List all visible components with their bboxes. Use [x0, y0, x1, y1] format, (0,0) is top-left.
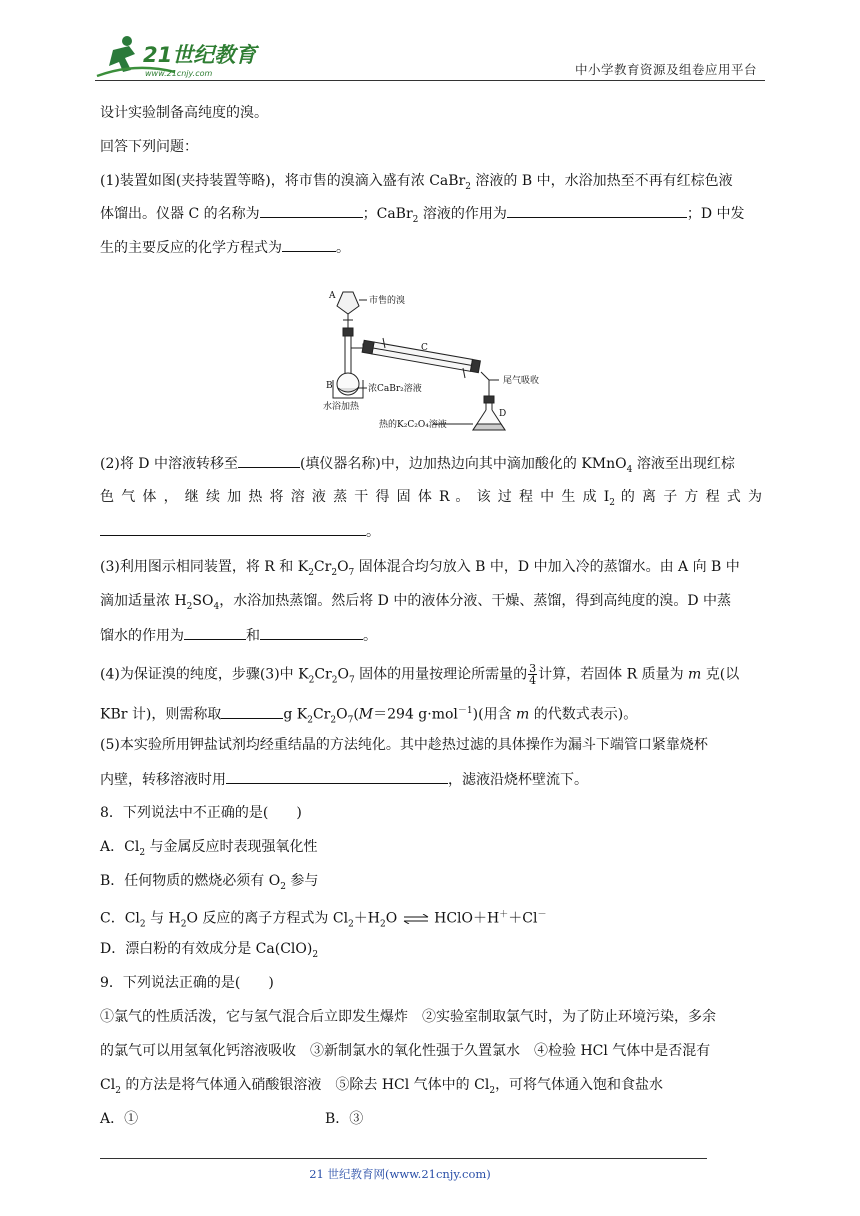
question-2-line: 色 气 体 ， 继 续 加 热 将 溶 液 蒸 干 得 固 体 R 。 该 过 程 中 生 成 $I_2$ 的 离 子 方 程 式 为: [100, 489, 763, 508]
question-1-line: 体馏出。仪器 C 的名称为 ；CaBr$_2$ 溶液的作用为 ；D 中发: [100, 203, 745, 230]
label-d: D: [499, 409, 507, 419]
question-9-stem: 9．下列说法正确的是( ): [100, 975, 274, 991]
label-b: B: [326, 381, 333, 391]
question-1-line: (1)装置如图(夹持装置等略)，将市售的溴滴入盛有浓 CaBr$_2$ 溶液的 B 中，水浴加热至不再有红棕色液: [100, 173, 733, 192]
text-line: 设计实验制备高纯度的溴。: [100, 105, 268, 121]
answer-blank[interactable]: [221, 704, 283, 719]
header-divider: [95, 80, 765, 81]
option-c[interactable]: C．$Cl_2$ 与 $H_2O$ 反应的离子方程式为 $Cl_2+H_2O$ HClO＋H＋＋Cl－: [100, 910, 547, 930]
answer-blank[interactable]: [226, 769, 448, 784]
distillation-apparatus-diagram: [323, 284, 545, 434]
fraction: $\frac{3}{4}$: [529, 662, 537, 687]
equilibrium-arrow-icon: [402, 914, 430, 924]
label-bromine: 市售的溴: [369, 296, 406, 306]
option-a[interactable]: A．①: [100, 1111, 139, 1127]
option-a[interactable]: A．$Cl_2$ 与金属反应时表现强氧化性: [100, 839, 318, 858]
label-tail-gas: 尾气吸收: [503, 376, 540, 386]
question-1-line: 生的主要反应的化学方程式为 。: [100, 237, 350, 258]
page-header: [95, 28, 765, 84]
answer-blank[interactable]: [100, 521, 366, 536]
footer-divider: [100, 1158, 707, 1159]
question-9-line: 的氯气可以用氢氧化钙溶液吸收 ③新制氯水的氧化性强于久置氯水 ④检验 HCl 气体中是否混有: [100, 1043, 711, 1059]
question-5-line: 内壁，转移溶液时用 ，滤液沿烧杯壁流下。: [100, 769, 588, 790]
label-a: A: [329, 291, 336, 301]
question-9-line: ①氯气的性质活泼，它与氢气混合后立即发生爆炸 ②实验室制取氯气时，为了防止环境污染，多余: [100, 1009, 716, 1025]
label-cabr2: 浓CaBr₂溶液: [368, 384, 422, 394]
answer-blank[interactable]: [260, 203, 363, 218]
question-3-line: 滴加适量浓 $H_2SO_4$，水浴加热蒸馏。然后将 D 中的液体分液、干燥、蒸馏，得到高纯度的溴。D 中蒸: [100, 593, 732, 612]
platform-name: 中小学教育资源及组卷应用平台: [574, 62, 757, 77]
question-4-line: (4)为保证溴的纯度，步骤(3)中 $K_2Cr_2O_7$ 固体的用量按理论所需量的 $\frac{3}{4}$ 计算，若固体 R 质量为 m 克(以: [100, 662, 740, 687]
text-line: 回答下列问题：: [100, 139, 198, 155]
label-c: C: [421, 343, 428, 353]
answer-blank[interactable]: [282, 237, 336, 252]
question-5-line: (5)本实验所用钾盐试剂均经重结晶的方法纯化。其中趁热过滤的具体操作为漏斗下端管口紧靠烧杯: [100, 737, 708, 753]
site-logo: [95, 32, 265, 80]
logo-url: www.21cnjy.com: [145, 69, 213, 78]
question-8-stem: 8．下列说法中不正确的是( ): [100, 805, 302, 821]
logo-text: 21世纪教育: [143, 43, 257, 67]
question-3-line: 馏水的作用为 和 。: [100, 625, 377, 646]
option-b[interactable]: B．任何物质的燃烧必须有 $O_2$ 参与: [100, 873, 319, 892]
label-water-bath: 水浴加热: [323, 402, 360, 412]
question-9-line: $Cl_2$ 的方法是将气体通入硝酸银溶液 ⑤除去 HCl 气体中的 $Cl_2$，可将气体通入饱和食盐水: [100, 1077, 664, 1096]
question-3-line: (3)利用图示相同装置，将 R 和 $K_2Cr_2O_7$ 固体混合均匀放入 B 中，D 中加入冷的蒸馏水。由 A 向 B 中: [100, 559, 740, 578]
question-2-line: 。: [100, 521, 380, 542]
answer-blank[interactable]: [507, 203, 687, 218]
option-b[interactable]: B．③: [325, 1111, 364, 1127]
question-2-line: (2)将 D 中溶液转移至 (填仪器名称)中，边加热边向其中滴加酸化的 KMnO$_4$ 溶液至出现红棕: [100, 453, 735, 480]
question-4-line: KBr 计)，则需称取 g $K_2Cr_2O_7(M=294$ g·mol$^{-1}$)(用含 m 的代数式表示)。: [100, 701, 637, 730]
label-k2c2o4: 热的K₂C₂O₄溶液: [379, 420, 447, 430]
answer-blank[interactable]: [260, 625, 363, 640]
answer-blank[interactable]: [184, 625, 246, 640]
answer-blank[interactable]: [238, 453, 300, 468]
option-d[interactable]: D．漂白粉的有效成分是 $Ca(ClO)_2$: [100, 941, 319, 960]
footer-link[interactable]: 21 世纪教育网(www.21cnjy.com): [309, 1167, 491, 1181]
